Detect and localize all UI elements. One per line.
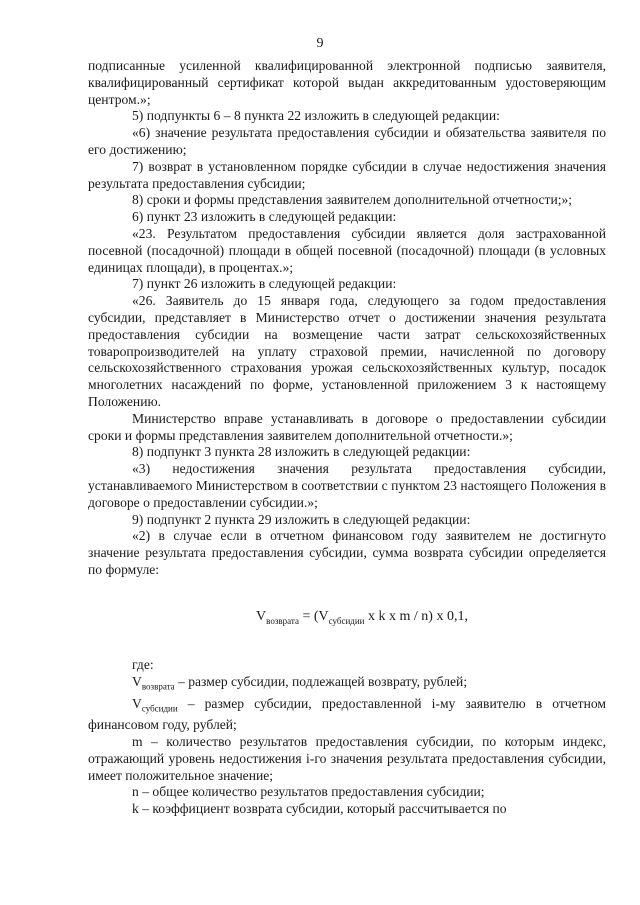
definition-var: V <box>132 695 142 711</box>
definition-text: – размер субсидии, подлежащей возврату, рублей; <box>174 674 468 690</box>
definition-sub: возврата <box>141 681 175 692</box>
formula-rhs-rest: x k x m / n) x 0,1, <box>364 608 468 624</box>
definition-item: n – общее количество результатов предоставления субсидии; <box>132 784 485 800</box>
paragraph: «26. Заявитель до 15 января года, следующего за годом предоставления субсидии, представляет в Министерство отчет о достижении значения результата предоставления субсидии на возмещение части затрат сельскохозяйственных товаропроизводителей на уплату страховой премии, начисленной по договору сельскохозяйственного страхования урожая сельскохозяйственных культур, посадок многолетних насаждений по форме, установленной приложением 3 к настоящему Положению. <box>88 293 606 409</box>
formula-rhs-sub: субсидии <box>328 615 365 626</box>
document-body <box>88 58 606 818</box>
paragraph: подписанные усиленной квалифицированной электронной подписью заявителя, квалифицированный сертификат которой выдан аккредитованным удостоверяющим центром.»; <box>88 58 606 107</box>
definition-text: – размер субсидии, предоставленной i-му заявителю в отчетном финансовом году, рублей; <box>88 695 606 733</box>
formula <box>88 609 606 630</box>
definition-item <box>88 674 606 696</box>
paragraph: Министерство вправе устанавливать в договоре о предоставлении субсидии сроки и формы представления заявителем дополнительной отчетности.»; <box>88 410 606 443</box>
formula-eq-open: = (V <box>298 608 329 624</box>
paragraph: «2) в случае если в отчетном финансовом году заявителем не достигнуто значение результата предоставления субсидии, сумма возврата субсидии определяется по формуле: <box>88 528 606 577</box>
definitions-intro: где: <box>132 657 154 673</box>
formula-lhs-sub: возврата <box>266 615 299 626</box>
definition-item: k – коэффициент возврата субсидии, который рассчитывается по <box>132 801 507 817</box>
page-number: 9 <box>316 36 324 51</box>
definition-item <box>88 696 606 734</box>
definition-sub: субсидии <box>141 703 178 714</box>
paragraph: «23. Результатом предоставления субсидии является доля застрахованной посевной (посадочной) площади в общей посевной (посадочной) площади (в условных единицах площади), в процентах.»; <box>88 225 606 275</box>
paragraph: 9) подпункт 2 пункта 29 изложить в следующей редакции: <box>132 511 471 527</box>
paragraph: 5) подпункты 6 – 8 пункта 22 изложить в следующей редакции: <box>132 108 500 124</box>
paragraph: 7) возврат в установленном порядке субсидии в случае недостижения значения результата предоставления субсидии; <box>88 158 606 191</box>
formula-lhs-var: V <box>256 608 267 624</box>
paragraph: 7) пункт 26 изложить в следующей редакции: <box>132 276 397 292</box>
paragraph: «3) недостижения значения результата предоставления субсидии, устанавливаемого Министерством в соответствии с пунктом 23 настоящего Положения в договоре о предоставлении субсидии.»; <box>88 461 606 510</box>
paragraph: 8) подпункт 3 пункта 28 изложить в следующей редакции: <box>132 444 471 460</box>
paragraph: «6) значение результата предоставления субсидии и обязательства заявителя по его достижению; <box>88 125 606 157</box>
definition-item: m – количество результатов предоставления субсидии, по которым индекс, отражающий уровень недостижения i-го значения результата предоставления субсидии, имеет положительное значение; <box>88 733 606 783</box>
paragraph: 8) сроки и формы представления заявителем дополнительной отчетности;»; <box>132 192 573 208</box>
paragraph: 6) пункт 23 изложить в следующей редакции: <box>132 209 397 225</box>
definition-var: V <box>132 674 142 690</box>
